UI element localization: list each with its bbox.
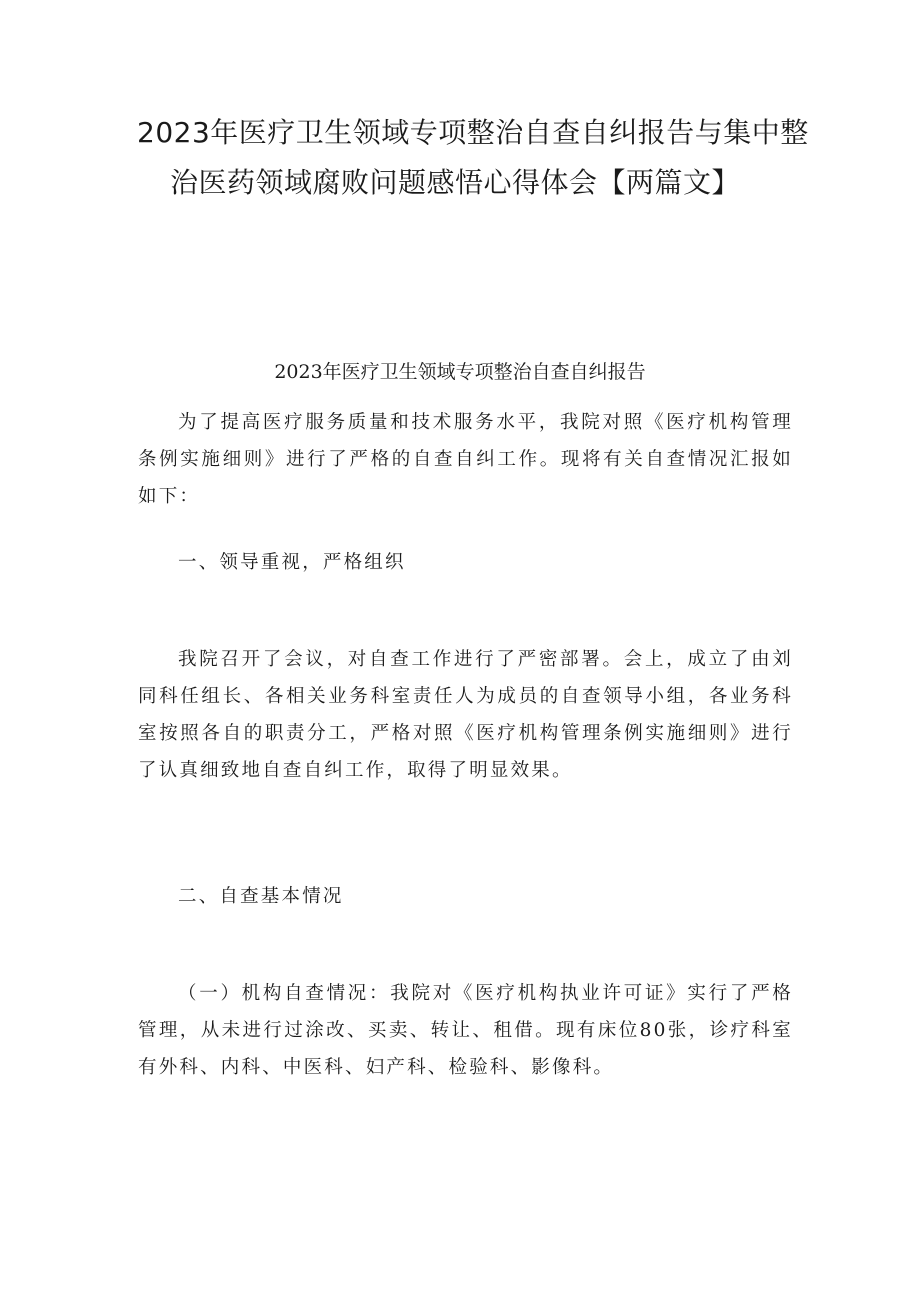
heading-self-check: 二、自查基本情况 bbox=[178, 886, 344, 907]
intro-paragraph: 为了提高医疗服务质量和技术服务水平，我院对照《医疗机构管理条例实施细则》进行了严格的自查自纠工作。现将有关自查情况汇报如如下： bbox=[138, 412, 793, 507]
paragraph-leadership: 我院召开了会议，对自查工作进行了严密部署。会上，成立了由刘同科任组长、各相关业务科室责任人为成员的自查领导小组，各业务科室按照各自的职责分工，严格对照《医疗机构管理条例实施细则》进行了认真细致地自查自纠工作，取得了明显效果。 bbox=[138, 649, 793, 781]
paragraph-institution-check: （一）机构自查情况：我院对《医疗机构执业许可证》实行了严格管理，从未进行过涂改、买卖、转让、租借。现有床位80张，诊疗科室有外科、内科、中医科、妇产科、检验科、影像科。 bbox=[138, 983, 793, 1078]
section-title: 2023年医疗卫生领域专项整治自查自纠报告 bbox=[274, 361, 646, 383]
heading-leadership: 一、领导重视，严格组织 bbox=[178, 552, 406, 573]
document-main-title bbox=[120, 108, 810, 208]
main-title-line-1: 2023年医疗卫生领域专项整治自查自纠报告与集中整 bbox=[137, 116, 809, 149]
main-title-line-2: 治医药领域腐败问题感悟心得体会【两篇文】 bbox=[170, 166, 741, 199]
